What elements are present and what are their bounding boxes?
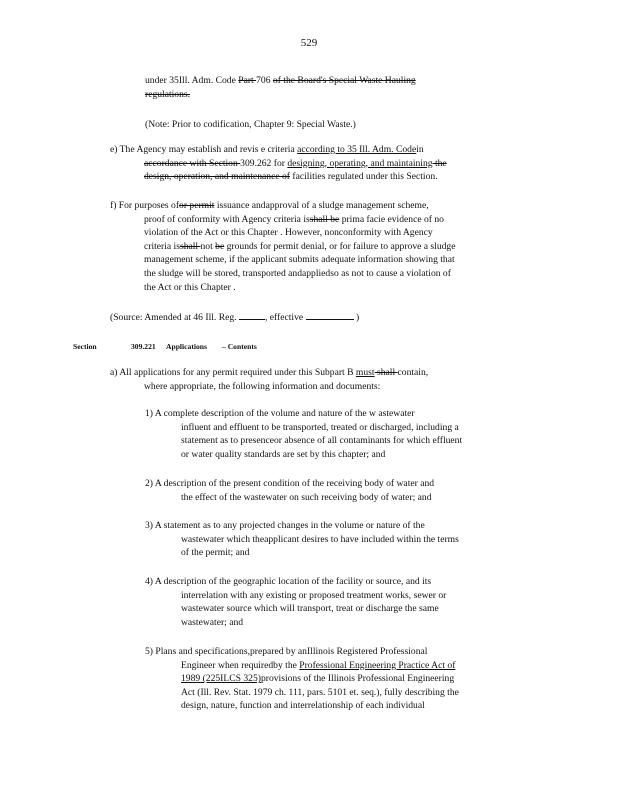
section-label: Section	[73, 342, 97, 351]
section-number: 309.221	[131, 342, 156, 351]
section-title: Applications	[166, 342, 207, 351]
item-1: 1) A complete description of the volume and nature of the w astewater influent and effluent to be transported, treated or discharged, including a statement as to presenceor absence of all contaminants for which effluent or water quality standards are set by this chapter; and	[145, 408, 463, 460]
paragraph-d-continuation: under 35Ill. Adm. Code Part 706 of the Board's Special Waste Hauling regulations.	[145, 75, 416, 100]
effective-date-blank	[306, 310, 354, 320]
paragraph-a: a) All applications for any permit required under this Subpart B must shall contain, where appropriate, the following information and documents:	[110, 367, 429, 392]
source-note: (Source: Amended at 46 Ill. Reg. , effective )	[110, 312, 360, 323]
section-subtitle: – Contents	[222, 342, 257, 351]
date-blank	[239, 310, 265, 320]
item-5: 5) Plans and specifications,prepared by anIllinois Registered Professional Engineer when requiredby the Professional Engineering Practice Act of 1989 (225ILCS 325)provisions of the Illinois Professional Engineering Act (Ill. Rev. Stat. 1979 ch. 111, pars. 5101 et. seq.), fully describing the design, nature, function and interrelationship of each individual	[145, 646, 459, 712]
paragraph-f: f) For purposes ofor permit issuance andapproval of a sludge management scheme, proof of conformity with Agency criteria isshall be prima facie evidence of no violation of the Act or this Chapter . However, nonconformity with Agency criteria isshall not be grounds for permit denial, or for failure to approve a sludge management scheme, if the applicant submits adequate information showing that the sludge will be stored, transported andappliedso as not to cause a violation of the Act or this Chapter .	[110, 200, 456, 293]
page-number: 529	[300, 37, 318, 49]
item-2: 2) A description of the present condition of the receiving body of water and the effect of the wastewater on such receiving body of water; and	[145, 478, 435, 503]
codification-note: (Note: Prior to codification, Chapter 9: Special Waste.)	[145, 119, 356, 130]
paragraph-e: e) The Agency may establish and revis e criteria according to 35 Ill. Adm. Codein accordance with Section 309.262 for designing, operating, and maintaining the design, operation, and maintenance of facilities regulated under this Section.	[110, 144, 447, 183]
item-4: 4) A description of the geographic location of the facility or source, and its interrelation with any existing or proposed treatment works, sewer or wastewater source which will transport, treat or discharge the same wastewater; and	[145, 576, 447, 628]
item-3: 3) A statement as to any projected changes in the volume or nature of the wastewater which theapplicant desires to have included within the terms of the permit; and	[145, 520, 459, 559]
